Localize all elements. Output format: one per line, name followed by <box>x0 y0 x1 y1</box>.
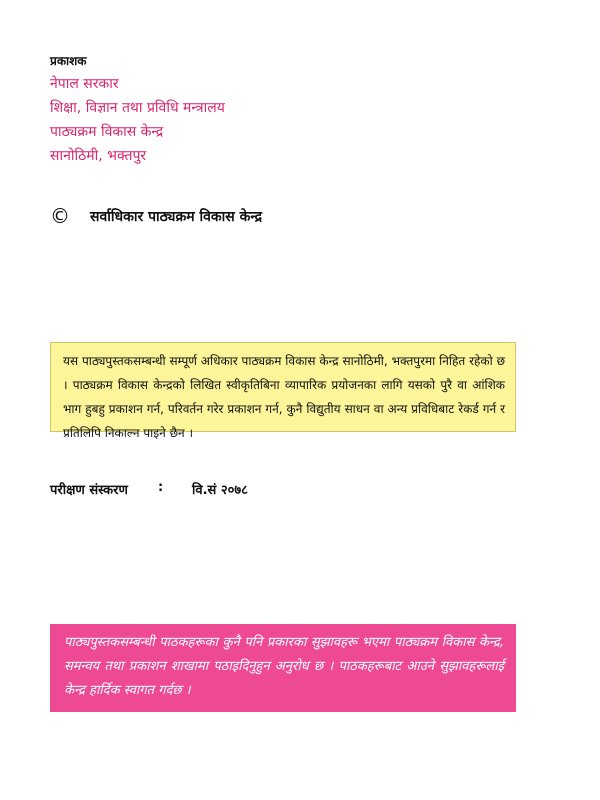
edition-label: परीक्षण संस्करण <box>50 483 128 498</box>
publisher-line-curriculum-center: पाठ्यक्रम विकास केन्द्र <box>50 124 164 140</box>
publisher-address <box>50 72 225 168</box>
copyright-row <box>50 204 262 228</box>
edition-value: वि.सं २०७८ <box>192 483 248 498</box>
publisher-line-ministry: शिक्षा, विज्ञान तथा प्रविधि मन्त्रालय <box>50 100 225 116</box>
edition-row <box>50 480 248 498</box>
edition-separator: : <box>158 480 164 495</box>
copyright-icon: © <box>50 204 70 228</box>
rights-notice-box: यस पाठ्यपुस्तकसम्बन्धी सम्पूर्ण अधिकार पाठ्यक्रम विकास केन्द्र सानोठिमी, भक्तपुरमा निहित रहेको छ । पाठ्यक्रम विकास केन्द्रको लिखित स्वीकृतिबिना व्यापारिक प्रयोजनका लागि यसको पुरै वा आंशिक भाग हुबहु प्रकाशन गर्न, परिवर्तन गरेर प्रकाशन गर्न, कुनै विद्युतीय साधन वा अन्य प्रविधिबाट रेकर्ड गर्न र प्रतिलिपि निकाल्न पाइने छैन । <box>50 342 516 432</box>
copyright-text: सर्वाधिकार पाठ्यक्रम विकास केन्द्र <box>90 208 263 225</box>
publisher-label: प्रकाशक <box>50 54 87 68</box>
suggestion-notice-box: पाठ्यपुस्तकसम्बन्धी पाठकहरूका कुनै पनि प्रकारका सुझावहरू भएमा पाठ्यक्रम विकास केन्द्र, समन्वय तथा प्रकाशन शाखामा पठाइदिनुहुन अनुरोध छ । पाठकहरूबाट आउने सुझावहरूलाई केन्द्र हार्दिक स्वागत गर्दछ । <box>50 624 516 712</box>
publisher-line-government: नेपाल सरकार <box>50 76 119 92</box>
publisher-line-location: सानोठिमी, भक्तपुर <box>50 148 147 164</box>
